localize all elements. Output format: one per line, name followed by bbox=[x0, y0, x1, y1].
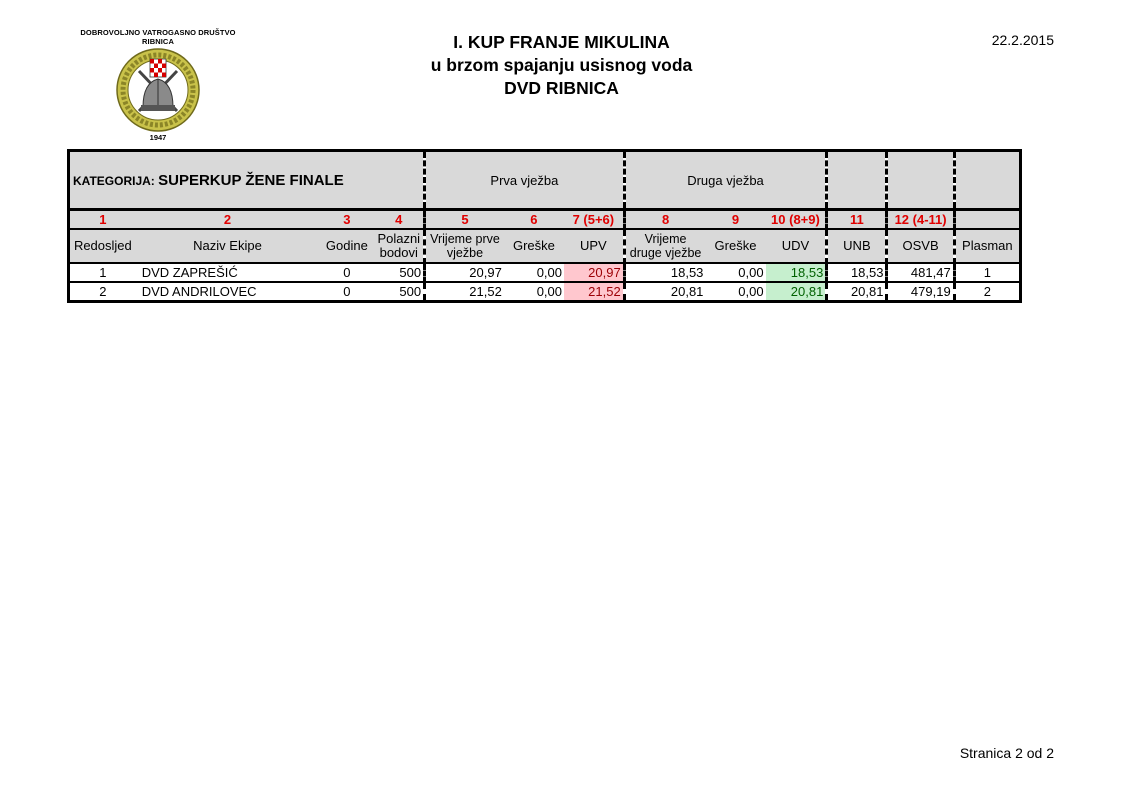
title-line-3: DVD RIBNICA bbox=[504, 78, 619, 98]
col-number: 7 (5+6) bbox=[564, 210, 624, 230]
title-line-2: u brzom spajanju usisnog voda bbox=[430, 55, 693, 75]
col-header-redosljed: Redosljed bbox=[69, 229, 136, 263]
cell-osvb: 479,19 bbox=[887, 282, 954, 302]
col-number: 1 bbox=[69, 210, 136, 230]
cell-godine: 0 bbox=[319, 282, 374, 302]
cell-redosljed: 2 bbox=[69, 282, 136, 302]
cell-polazni: 500 bbox=[374, 263, 424, 282]
col-number: 5 bbox=[425, 210, 504, 230]
cell-greske2: 0,00 bbox=[705, 263, 765, 282]
cell-greske1: 0,00 bbox=[504, 263, 564, 282]
col-header-osvb: OSVB bbox=[887, 229, 954, 263]
col-header-vrijeme1-line1: Vrijeme prve bbox=[430, 232, 500, 246]
category-name: SUPERKUP ŽENE FINALE bbox=[158, 171, 344, 189]
cell-udv: 20,81 bbox=[766, 282, 827, 302]
col-header-polazni-line1: Polazni bbox=[377, 231, 421, 246]
cell-vrijeme1: 21,52 bbox=[425, 282, 504, 302]
col-number: 4 bbox=[374, 210, 424, 230]
col-header-naziv: Naziv Ekipe bbox=[136, 229, 320, 263]
col-number: 3 bbox=[319, 210, 374, 230]
header-blank-plasman bbox=[954, 151, 1020, 210]
group-first-exercise: Prva vježba bbox=[425, 151, 625, 210]
org-name-line2: RIBNICA bbox=[142, 37, 174, 46]
col-number: 8 bbox=[624, 210, 705, 230]
col-number: 6 bbox=[504, 210, 564, 230]
header-blank-osvb bbox=[887, 151, 954, 210]
cell-vrijeme1: 20,97 bbox=[425, 263, 504, 282]
title-line-1: I. KUP FRANJE MIKULINA bbox=[453, 32, 670, 52]
results-table bbox=[67, 149, 1022, 303]
col-header-vrijeme2-line2: druge vježbe bbox=[629, 246, 702, 260]
table-header-row bbox=[69, 151, 1021, 210]
table-row bbox=[69, 263, 1021, 282]
col-header-unb: UNB bbox=[827, 229, 887, 263]
cell-vrijeme2: 20,81 bbox=[624, 282, 705, 302]
cell-plasman: 2 bbox=[954, 282, 1020, 302]
col-number: 11 bbox=[827, 210, 887, 230]
cell-polazni: 500 bbox=[374, 282, 424, 302]
col-number: 12 (4-11) bbox=[887, 210, 954, 230]
fire-brigade-emblem-icon bbox=[115, 47, 201, 133]
col-header-polazni bbox=[374, 229, 424, 263]
col-number-blank bbox=[954, 210, 1020, 230]
col-number: 10 (8+9) bbox=[766, 210, 827, 230]
cell-greske1: 0,00 bbox=[504, 282, 564, 302]
org-name-line1: DOBROVOLJNO VATROGASNO DRUŠTVO bbox=[80, 28, 236, 37]
col-header-vrijeme1 bbox=[425, 229, 504, 263]
header-blank-unb bbox=[827, 151, 887, 210]
cell-vrijeme2: 18,53 bbox=[624, 263, 705, 282]
org-logo bbox=[68, 28, 248, 146]
col-header-polazni-line2: bodovi bbox=[379, 245, 418, 260]
col-number: 2 bbox=[136, 210, 320, 230]
cell-greske2: 0,00 bbox=[705, 282, 765, 302]
category-cell bbox=[69, 151, 425, 210]
col-header-vrijeme1-line2: vježbe bbox=[446, 246, 484, 260]
document-date: 22.2.2015 bbox=[991, 32, 1054, 48]
col-header-greske2: Greške bbox=[705, 229, 765, 263]
col-header-upv: UPV bbox=[564, 229, 624, 263]
cell-naziv: DVD ANDRILOVEC bbox=[136, 282, 320, 302]
col-header-godine: Godine bbox=[319, 229, 374, 263]
col-header-vrijeme2-line1: Vrijeme bbox=[644, 232, 687, 246]
founded-year: 1947 bbox=[149, 133, 167, 142]
column-number-row bbox=[69, 210, 1021, 230]
page-info: Stranica 2 od 2 bbox=[959, 745, 1054, 761]
col-header-vrijeme2 bbox=[624, 229, 705, 263]
col-number: 9 bbox=[705, 210, 765, 230]
column-header-row bbox=[69, 229, 1021, 263]
cell-godine: 0 bbox=[319, 263, 374, 282]
cell-osvb: 481,47 bbox=[887, 263, 954, 282]
category-label: KATEGORIJA: bbox=[73, 173, 155, 188]
cell-upv: 21,52 bbox=[564, 282, 624, 302]
cell-udv: 18,53 bbox=[766, 263, 827, 282]
cell-plasman: 1 bbox=[954, 263, 1020, 282]
document-title bbox=[380, 31, 743, 100]
cell-redosljed: 1 bbox=[69, 263, 136, 282]
group-second-exercise: Druga vježba bbox=[624, 151, 827, 210]
cell-unb: 18,53 bbox=[827, 263, 887, 282]
col-header-greske1: Greške bbox=[504, 229, 564, 263]
cell-upv: 20,97 bbox=[564, 263, 624, 282]
col-header-udv: UDV bbox=[766, 229, 827, 263]
table-row bbox=[69, 282, 1021, 302]
cell-naziv: DVD ZAPREŠIĆ bbox=[136, 263, 320, 282]
col-header-plasman: Plasman bbox=[954, 229, 1020, 263]
cell-unb: 20,81 bbox=[827, 282, 887, 302]
